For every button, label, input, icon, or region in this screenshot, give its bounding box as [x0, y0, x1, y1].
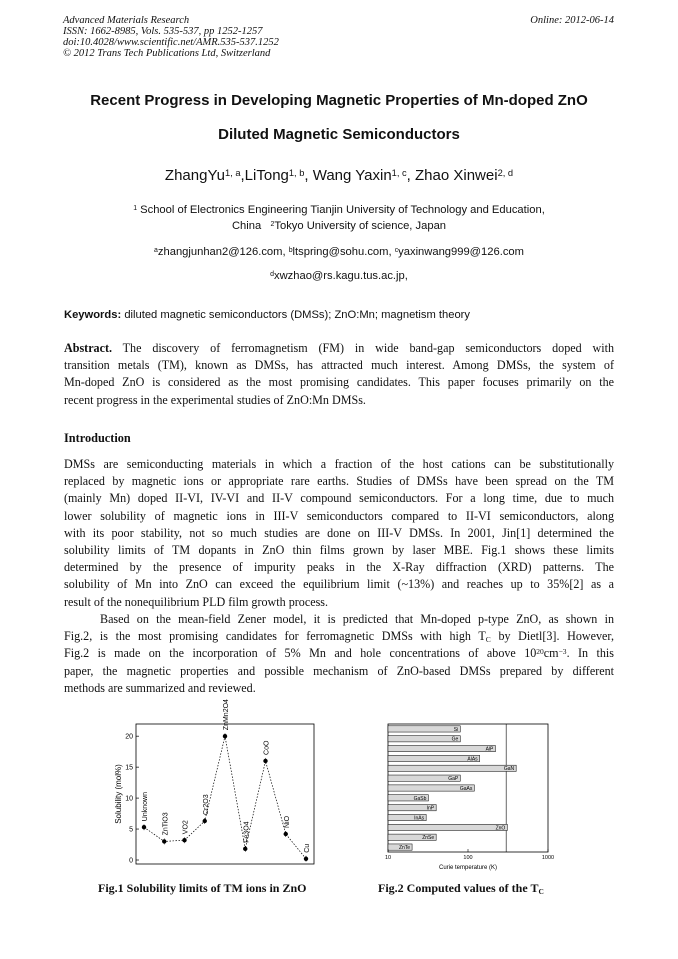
- introduction-paragraph-1: [64, 456, 614, 611]
- affiliation-country: China: [231, 220, 262, 232]
- keywords-label: Keywords:: [64, 309, 122, 321]
- point-label: Cr2O3: [202, 794, 210, 815]
- x-tick-label: 1000: [541, 855, 555, 861]
- figure-2-caption: [378, 881, 544, 896]
- abstract-label: Abstract.: [64, 341, 113, 355]
- author-list: [40, 167, 638, 184]
- point-label: NiO: [283, 815, 291, 828]
- figure-2-curie-temperature-chart: [380, 722, 560, 872]
- text-run: cm: [543, 646, 559, 661]
- bar-label: AlP: [485, 746, 494, 753]
- bar-label: Si: [453, 726, 459, 733]
- subscript: C: [485, 635, 491, 645]
- bar-label: GaN: [503, 766, 515, 773]
- text-run: Fig.2 is made on the incorporation of 5% Mn and hole concentrations of above 10: [64, 646, 537, 661]
- x-axis-label: Curie temperature (K): [438, 865, 498, 871]
- affiliation-line2: Tokyo University of science, Japan: [274, 220, 447, 232]
- paper-title-line1: Recent Progress in Developing Magnetic Properties of Mn-doped ZnO: [90, 92, 588, 109]
- y-tick-label: 0: [129, 857, 133, 865]
- point-label: VO2: [182, 820, 190, 835]
- paragraph-line: solubility limits of TM dopants in ZnO thin films grown by laser MBE. Fig.1 shows these limits: [64, 543, 614, 558]
- superscript: −3: [558, 647, 567, 657]
- author-sep: ,: [304, 167, 313, 184]
- author-sup: 2, d: [497, 167, 514, 178]
- bar-label: GaAs: [459, 785, 473, 792]
- paper-title-line2: Diluted Magnetic Semiconductors: [218, 126, 460, 143]
- abstract: [64, 340, 614, 409]
- author-sup: 1, b: [288, 167, 305, 178]
- abstract-text: The discovery of ferromagnetism (FM) in wide band-gap semiconductors doped with: [122, 341, 614, 355]
- caption-text: Fig.2 Computed values of the T: [378, 881, 539, 895]
- author-sep: ,: [240, 167, 245, 184]
- y-axis-label: Solubility (mol%): [114, 764, 123, 824]
- bar-label: ZnO: [495, 825, 506, 832]
- bar: [388, 726, 460, 732]
- introduction-paragraph-2: [64, 611, 614, 697]
- affiliation: [40, 202, 638, 234]
- author-name: LiTong: [244, 167, 289, 184]
- email-sup: b: [288, 246, 293, 254]
- plot-frame: [136, 724, 314, 864]
- point-label: ZnTiO3: [162, 812, 170, 836]
- author-emails: [40, 244, 638, 260]
- journal-copyright: © 2012 Trans Tech Publications Ltd, Switzerland: [63, 48, 271, 59]
- bar-label: InP: [426, 805, 435, 812]
- paragraph-line: paper, the magnetic properties and possible mechanism of ZnO-based DMSs prepared by different: [64, 663, 614, 678]
- affiliation-line1: School of Electronics Engineering Tianjin University of Technology and Education,: [140, 204, 545, 216]
- affiliation-sup: 2: [270, 220, 275, 228]
- abstract-text: transition metals (TM), known as DMSs, has attracted much interest. Among DMSs, the system of: [64, 358, 614, 373]
- paragraph-line: determined by the presence of impurity peaks in the X-Ray diffraction (XRD) patterns. The: [64, 560, 614, 575]
- journal-header: [63, 15, 279, 59]
- bar: [388, 736, 460, 742]
- email-link[interactable]: ltspring@sohu.com,: [292, 246, 395, 258]
- abstract-text: recent progress in the experimental studies of ZnO:Mn DMSs.: [64, 392, 366, 407]
- journal-name: Advanced Materials Research: [63, 15, 190, 26]
- bar-label: AlAs: [467, 756, 478, 763]
- email-sup: d: [270, 270, 274, 278]
- bar-label: ZnTe: [398, 845, 411, 851]
- y-tick-label: 5: [129, 826, 133, 834]
- bar-label: Ge: [451, 736, 459, 743]
- x-tick-label: 100: [463, 855, 473, 861]
- journal-issn: ISSN: 1662-8985, Vols. 535-537, pp 1252-1257: [63, 26, 263, 37]
- online-date: Online: 2012-06-14: [530, 15, 614, 26]
- keywords-text: diluted magnetic semiconductors (DMSs); ZnO:Mn; magnetism theory: [124, 309, 471, 321]
- bar-label: GaP: [448, 776, 459, 783]
- author-name: ZhangYu: [164, 167, 225, 184]
- email-sup: c: [394, 246, 399, 254]
- author-name: Wang Yaxin: [312, 167, 392, 184]
- abstract-text: Mn-doped ZnO is considered as the most promising candidates. This paper focuses primarily on the: [64, 375, 614, 390]
- paragraph-line: [64, 628, 614, 645]
- text-run: . In this: [566, 646, 614, 661]
- paragraph-line: result of the nonequilibrium PLD film growth process.: [64, 594, 329, 609]
- author-name: Zhao Xinwei: [415, 167, 498, 184]
- paragraph-line: DMSs are semiconducting materials in which a fraction of the host cations can be substitutionally: [64, 457, 614, 471]
- bar-label: GaSb: [413, 795, 427, 802]
- section-heading-introduction: Introduction: [64, 431, 131, 445]
- y-tick-label: 15: [125, 764, 133, 772]
- paragraph-line: replaced by magnetic ions or appropriate rare earths. Studies of DMSs have been spread on the TM: [64, 474, 614, 489]
- journal-doi: doi:10.4028/www.scientific.net/AMR.535-537.1252: [63, 37, 279, 48]
- x-tick-label: 10: [384, 855, 392, 861]
- affiliation-sup: 1: [133, 204, 138, 212]
- paragraph-line: lower solubility of magnetic ions in III-V semiconductors compared to II-VI semiconductors, along: [64, 508, 614, 523]
- point-label: CoO: [263, 740, 271, 755]
- point-label: Unknown: [142, 792, 149, 822]
- bar: [388, 824, 507, 830]
- bar: [388, 745, 495, 751]
- bar: [388, 765, 516, 771]
- paragraph-line: methods are summarized and reviewed.: [64, 680, 256, 695]
- paragraph-line: solubility of Mn into ZnO can exceed the equilibrium limit (~13%) and reaches up to 35%[2] as a: [64, 577, 614, 592]
- y-tick-label: 20: [125, 733, 133, 741]
- author-sup: 1, a: [224, 167, 241, 178]
- paragraph-line: [64, 645, 614, 662]
- point-label: ZnMn2O4: [223, 699, 230, 731]
- figure-1-caption: Fig.1 Solubility limits of TM ions in ZnO: [98, 881, 307, 895]
- text-run: Fig.2, is the most promising candidates for ferromagnetic DMSs with high T: [64, 629, 486, 644]
- email-link[interactable]: yaxinwang999@126.com: [398, 246, 524, 258]
- paragraph-line: with its poor stability, not so much studies are done on III-V DMSs. In 2001, Jin[1] determined the: [64, 525, 614, 540]
- author-email-d: [40, 268, 638, 284]
- bar-label: InAs: [414, 815, 425, 822]
- author-sep: ,: [406, 167, 416, 184]
- caption-subscript: C: [538, 886, 544, 896]
- author-sup: 1, c: [391, 167, 407, 178]
- point-label: Cu: [304, 843, 311, 853]
- email-link[interactable]: zhangjunhan2@126.com,: [157, 246, 289, 258]
- figure-1-solubility-chart: [110, 699, 316, 870]
- text-run: by Dietl[3]. However,: [490, 629, 614, 644]
- bar: [388, 755, 480, 761]
- paragraph-line: Based on the mean-field Zener model, it is predicted that Mn-doped p-type ZnO, as shown in: [100, 612, 614, 626]
- superscript: 20: [536, 647, 544, 657]
- series-line: [144, 736, 306, 859]
- email-link[interactable]: xwzhao@rs.kagu.tus.ac.jp,: [274, 270, 408, 282]
- paragraph-line: (mainly Mn) doped II-VI, IV-VI and II-V compound semiconductors. For a long time, due to much: [64, 491, 614, 506]
- point-label: Fe3O4: [243, 821, 251, 843]
- bar-label: ZnSe: [422, 835, 435, 842]
- email-sup: a: [154, 246, 158, 254]
- keywords: [64, 309, 470, 321]
- y-tick-label: 10: [125, 795, 133, 803]
